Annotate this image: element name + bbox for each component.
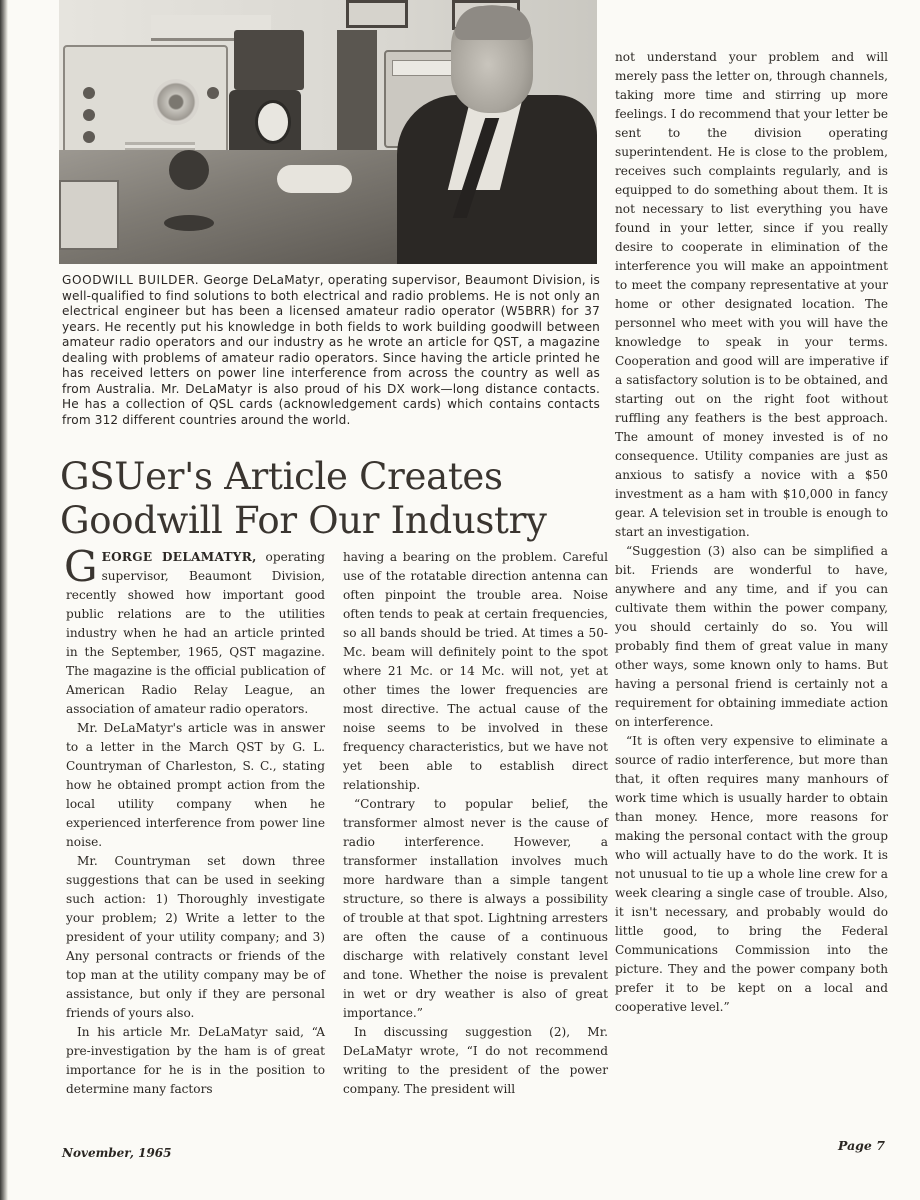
article-column-3	[615, 48, 888, 1017]
caption-text: George DeLaMatyr, operating supervisor, Beaumont Division, is well-qualified to find solutions to both electrical and radio problems. He is not only an electrical engineer but has been a licensed amateur radio operator (W5BRR) for 37 years. He recently put his knowledge in both fields to work building goodwill between amateur radio operators and our industry as he wrote an article for QST, a magazine dealing with problems of amateur radio operators. Since having the article printed he has received letters on power line interference from across the country as well as from Australia. Mr. DeLaMatyr is also proud of his DX work—long distance contacts. He has a collection of QSL cards (acknowledgement cards) which contains contacts from 312 different countries around the world.	[62, 273, 600, 427]
knob-icon	[83, 109, 95, 121]
article-paragraph: not understand your problem and will merely pass the letter on, through channels, taking more time and stirring up more feelings. I do recommend that your letter be sent to the division operating superintendent. He is close to the problem, receives such complaints regularly, and is equipped to do something about them. It is not necessary to list everything you have found in your letter, since if you really desire to cooperate in elimination of the interference you will make an appointment to meet the company representative at your home or other designated location. The personnel who meet with you will have the knowledge to speak in your terms. Cooperation and good will are imperative if a satisfactory solution is to be obtained, and starting out on the right foot without ruffling any feathers is the best approach. The amount of money invested is of no consequence. Utility companies are just as anxious to satisfy a novice with a $50 investment as a ham with $10,000 in fancy gear. A television set in trouble is enough to start an investigation.	[615, 50, 888, 539]
article-paragraph: In discussing suggestion (2), Mr. DeLaMatyr wrote, “I do not recommend writing to the president of the power company. The president will	[343, 1025, 608, 1096]
knob-icon	[83, 131, 95, 143]
photo-wall-frame	[346, 0, 408, 28]
paragraph-text: operating supervisor, Beaumont Division, recently showed how important good public relations are to the utilities industry when he had an article printed in the September, 1965, QST magazine. The magazine is the official publication of American Radio Relay League, an association of amateur radio operators.	[66, 550, 325, 716]
page-binding-edge	[0, 0, 8, 1200]
photo-hand	[277, 165, 352, 193]
article-paragraph: having a bearing on the problem. Careful use of the rotatable direction antenna can often pinpoint the trouble area. Noise often tends to peak at certain frequencies, so all bands should be tried. At times a 50-Mc. beam will definitely point to the spot where 21 Mc. or 14 Mc. will not, yet at other times the lower frequencies are most directive. The actual cause of the noise seems to be involved in these frequency characteristics, but we have not yet been able to establish direct relationship.	[343, 550, 608, 792]
microphone-icon	[169, 150, 209, 190]
dial-icon	[153, 79, 199, 125]
article-paragraph: Mr. DeLaMatyr's article was in answer to a letter in the March QST by G. L. Countryman of Charleston, S. C., stating how he obtained prompt action from the local utility company when he experienced interference from power line noise.	[66, 721, 325, 849]
lead-name: EORGE DELAMATYR,	[101, 550, 257, 564]
photo-man-hair	[455, 6, 531, 40]
headline-line-1: GSUer's Article Creates	[60, 455, 503, 498]
article-column-1	[64, 542, 325, 1099]
page-number: Page 7	[838, 1138, 885, 1153]
photo-caption	[62, 273, 600, 428]
headline-line-2: Goodwill For Our Industry	[60, 499, 547, 542]
issue-date: November, 1965	[62, 1146, 172, 1160]
microphone-base	[164, 215, 214, 231]
article-paragraph: “It is often very expensive to eliminate a source of radio interference, but more than that, it often requires many manhours of work time which is usually harder to obtain than money. Hence, more reasons for making the personal contact with the group who will actually have to do the work. It is not unusual to tie up a whole line crew for a week clearing a single case of trouble. Also, it isn't necessary, and probably would do little good, to bring the Federal Communications Commission into the picture. They and the power company both prefer it to be kept on a local and cooperative level.”	[615, 734, 888, 1014]
article-paragraph: Mr. Countryman set down three suggestions that can be used in seeking such action: 1) Thoroughly investigate your problem; 2) Write a letter to the president of your utility company; and 3) Any personal contracts or friends of the top man at the utility company may be of assistance, but only if they are personal friends of yours also.	[66, 854, 325, 1020]
photo-george-delamatyr	[59, 0, 597, 264]
article-paragraph: “Contrary to popular belief, the transformer almost never is the cause of radio interference. However, a transformer installation involves much more hardware than a simple tangent structure, so there is always a possibility of trouble at that spot. Lightning arresters are often the cause of a continuous discharge with relatively constant level and tone. Whether the noise is prevalent in wet or dry weather is also of great importance.”	[343, 797, 608, 1020]
scope-screen	[255, 100, 291, 144]
article-paragraph	[64, 542, 325, 719]
photo-equipment-stand	[337, 30, 377, 150]
photo-switch-panel	[59, 180, 119, 250]
article-paragraph: “Suggestion (3) also can be simplified a bit. Friends are wonderful to have, anywhere and any time, and if you can cultivate them within the power company, you should certainly do so. You will probably find them of great value in many other ways, some known only to hams. But having a personal friend is certainly not a requirement for obtaining immediate action on interference.	[615, 544, 888, 729]
article-paragraph: In his article Mr. DeLaMatyr said, “A pre-investigation by the ham is of great importance for he is in the position to determine many factors	[66, 1025, 325, 1096]
article-column-2	[343, 548, 608, 1099]
drop-cap: G	[64, 542, 98, 591]
knob-icon	[83, 87, 95, 99]
photo-radio-rig	[234, 30, 304, 90]
caption-lead: GOODWILL BUILDER.	[62, 273, 200, 287]
article-headline	[60, 455, 600, 543]
knob-icon	[207, 87, 219, 99]
